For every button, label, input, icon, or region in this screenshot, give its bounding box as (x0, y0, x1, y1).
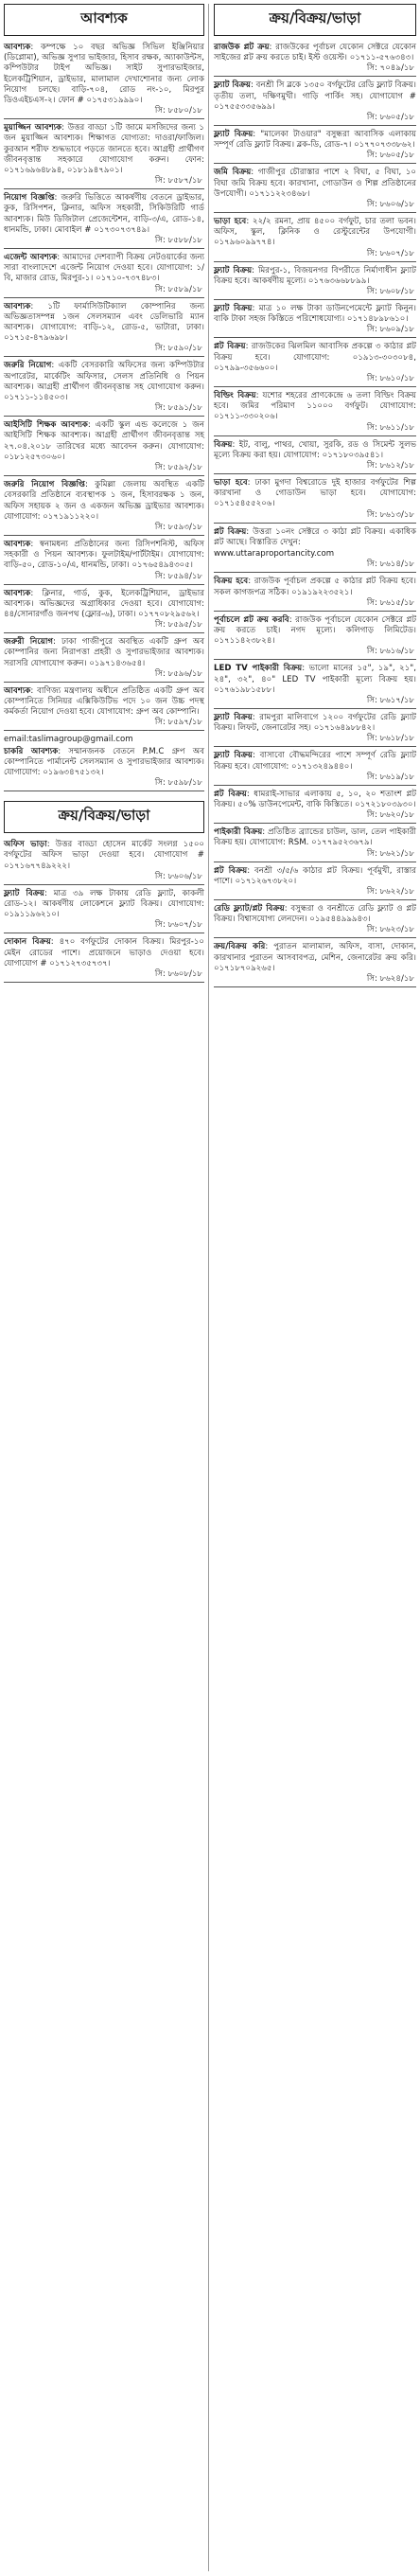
ad-body: : ভালো মানের ১৫", ১৯", ২১", ২৪", ৩২", ৪০" LED TV পাইকারী মূল্যে বিক্রয় হয়। ০১৭৬১৯৮১৫৮৮। (214, 664, 416, 695)
ad-code: সি: ৮৬২১/১৮ (366, 848, 414, 859)
classified-ad (214, 526, 416, 548)
ad-title: ফ্ল্যাট বিক্রয় (214, 265, 253, 275)
ad-body: : আমাদের দেশব্যাপী বিক্রয় নেটওয়ার্কের জন্য সারা বাংলাদেশে এজেন্ট নিয়োগ দেওয়া হবে। যোগাযোগ: ১/বি, মাজার রোড, মিরপুর-১। ০১৭১০-৭৩৭৪৮৩। (4, 253, 204, 284)
ad-title: ফ্ল্যাট বিক্রয় (214, 130, 254, 140)
ad-title: পূর্বাচলে প্লট ক্রয় করবি (214, 614, 289, 625)
ad-code: সি: ৮৬১২/১৮ (366, 461, 414, 471)
classified-ad (214, 477, 416, 510)
ad-separator (4, 248, 204, 249)
ad-body: : স্বনামধন্য প্রতিষ্ঠানের জন্য রিসিপশনিস্ট, অফিস সহকারী ও পিয়ন আবশ্যক। ফুলটাইম/পার্টটাইম। যোগাযোগ: বাড়ি-৫০, রোড-১০/এ, ধানমন্ডি, ঢাকা। ০১৭৬৫৪৯৪৩০৫। (4, 539, 204, 571)
classified-ad (214, 750, 416, 772)
classified-ad (4, 301, 204, 345)
ad-separator (4, 475, 204, 476)
classified-ad (4, 746, 204, 779)
classified-ad (4, 122, 204, 176)
ad-body: : একটি বেসরকারি অফিসের জন্য কম্পিউটার অপারেটর, মার্কেটিং অফিসার, সেলস প্রতিনিধি ও পিয়ন আবশ্যক। আগ্রহী প্রার্থীগণ জীবনবৃত্তান্ত সহ যোগাযোগ করুন। ০১৭১১-১১৪৫০৩। (4, 361, 205, 403)
ad-code: সি: ৮৫৯০/১৮ (154, 344, 202, 354)
ad-code: সি: ৮৬১৭/১৮ (366, 695, 414, 705)
ad-separator (214, 523, 416, 524)
ad-title: ভাড়া হবে (214, 217, 247, 227)
ad-title: জরুরী নিয়োগ (4, 637, 54, 648)
ad-body: : একটি স্কুল এন্ড কলেজে ১ জন আইসিটি শিক্ষক আবশ্যক। আগ্রহী প্রার্থীগণ জীবনবৃত্তান্ত সহ ২৭.০৪.২০১৮ তারিখের মধ্যে আবেদন করুন। যোগাযোগ: ০১৮১২৫৭৩০৬০। (4, 420, 205, 462)
ad-body: : ঢাকা মুগদা বিশ্বরোডে দুই হাজার বর্গফুটের শিল্প কারখানা ও গোডাউন ভাড়া হবে। যোগাযোগ: ০১৭১৫৪৫৫২০৬। (214, 478, 416, 509)
ad-title: বিল্ডিং বিক্রয় (214, 391, 256, 401)
ad-separator (214, 572, 416, 573)
ad-code: সি: ৮৫৯৮/১৮ (154, 778, 202, 789)
ad-title: ফ্ল্যাট বিক্রয় (4, 888, 44, 898)
classified-ad (4, 192, 204, 236)
ad-separator (214, 708, 416, 709)
classified-ad (4, 936, 204, 969)
ad-body: : রাজউকের ঝিলমিল আবাসিক প্রকল্পে ৩ কাঠার প্লট বিক্রয় হবে। যোগাযোগ: ০১৯১৩-৩০৩০৮৪, ০১৭৯৯-৩৫৬৬০০। (214, 342, 416, 373)
ad-code: সি: ৮৫৯৩/১৮ (154, 522, 202, 532)
ad-body: : সম্মানজনক বেতনে P.M.C গ্রুপ অব কোম্পানিতে পার্মানেন্ট সেলসম্যান ও সুপারভাইজার আবশ্যক। যোগাযোগ: ০১৯৬৩৪৭৫১৩২। (4, 746, 205, 777)
ad-separator (214, 435, 416, 436)
ad-body: : ২২/২ রমনা, প্রায় ৪৫০০ বর্গফুট, চার তলা ভবন। অফিস, স্কুল, ক্লিনিক ও রেস্টুরেন্টের উপযোগী। ০১৭৯৬০৯৯৭৭৪। (214, 217, 416, 248)
ad-body: : রাজউক পূর্বাচল প্রকল্পে ৫ কাঠার প্লট বিক্রয় হবে। সকল কাগজপত্র সঠিক। ০১৯১৯২২৩৫২১। (214, 577, 416, 597)
ad-separator (4, 682, 204, 683)
ad-code: সি: ৮৬০৮/১৮ (154, 968, 202, 979)
ad-separator (4, 118, 204, 119)
ad-body: : উত্তর বাড্ডা হোসেন মার্কেট সংলগ্ন ১৫০০ বর্গফুটের অফিস ভাড়া দেওয়া হবে। যোগাযোগ # ০১৭১৬৭৭৪৯২২২। (4, 840, 205, 871)
ad-title: প্লট বিক্রয় (214, 865, 248, 876)
ad-separator (214, 986, 416, 987)
classified-ad (4, 539, 204, 572)
right-column (214, 0, 416, 990)
ad-code: সি: ৮৬১৫/১৮ (366, 597, 414, 608)
ad-body: : উত্তরা ১০নং সেক্টরে ৩ কাঠা প্লট বিক্রয়। একাধিক প্লট আছে। বিস্তারিত দেখুন: (214, 526, 417, 547)
ad-body: : ইট, বালু, পাথর, খোয়া, সুরকি, রড ও সিমেন্ট সুলভ মূল্যে বিক্রয় করা হয়। যোগাযোগ: ০১৭১৮০৩৯৫৪১। (214, 439, 416, 460)
ad-title: পাইকারী বিক্রয় (214, 827, 263, 838)
ad-body: : বনশ্রী ৩/৫/৬ কাঠার প্লট বিক্রয়। পূর্বমুখী, রাস্তার পাশে। ০১৭১২৬৭৩৮২০। (214, 865, 417, 886)
ad-body: : জরুরি ভিত্তিতে আকর্ষণীয় বেতনে ড্রাইভার, কুক, রিসিপশন, ক্লিনার, অফিস সহকারী, সিকিউরিটি গার্ড আবশ্যক। মিউ ডিজিটাল প্রেজেন্টেশন, বাড়ি-৩/এ, রোড-১৪, ধানমন্ডি, ঢাকা। মোবাইল # ০১৭৩০৭৩৭৪৯। (4, 193, 204, 235)
right-ads-list (214, 42, 416, 987)
ad-body: : উত্তর বাড্ডা ১টি জামে মসজিদের জন্য ১ জন মুয়াজ্জিন আবশ্যক। শিক্ষাগত যোগ্যতা: দাওরা/ফাজিল। কুরআন শরীফ শুদ্ধভাবে পড়তে জানতে হবে। আগ্রহী প্রার্থীগণ জীবনবৃত্তান্ত সহকারে যোগাযোগ করুন। ফোন: ০১৭১৬৯৬৪৮৯৪, ০১৮১৯৪৭৯০১। (4, 123, 204, 176)
ad-code: সি: ৮৬১৬/১৮ (366, 647, 414, 657)
classified-ad (214, 80, 416, 113)
ad-title: ফ্ল্যাট বিক্রয় (214, 304, 253, 314)
classified-ad (214, 865, 416, 887)
ad-title: প্লট বিক্রয় (214, 526, 247, 537)
ad-title: ক্রয়/বিক্রয় করি (214, 942, 266, 952)
ad-separator (4, 356, 204, 357)
ad-title: অফিস ভাড়া (4, 840, 47, 850)
ad-body: : ঢাকা গাজীপুরে অবস্থিত একটি গ্রুপ অব কোম্পানির জন্য নিরাপত্তা প্রহরী ও সুপারভাইজার আবশ্যক। সরাসরি যোগাযোগ করুন। ০১৯৭১৪৩৬৫৪। (4, 637, 205, 668)
ad-title: জরুরি নিয়োগ (4, 361, 52, 371)
ad-title: ফ্ল্যাট বিক্রয় (214, 712, 253, 722)
ad-title: আবশ্যক (4, 43, 31, 52)
ad-code: সি: ৮৬০৯/১৮ (366, 325, 414, 335)
classified-ad (4, 360, 204, 403)
ad-separator (214, 163, 416, 164)
ad-code: সি: ৮৬১৩/১৮ (366, 509, 414, 520)
ad-separator (4, 535, 204, 536)
section-header-jobs: আবশ্যক (4, 4, 204, 36)
ad-separator (214, 937, 416, 938)
ad-body: : গাজীপুর চৌরাস্তার পাশে ২ বিঘা, ৫ বিঘা, ১০ বিঘা জমি বিক্রয় হবে। কারখানা, গোডাউন ও শিল্প প্রতিষ্ঠানের উপযোগী। ০১৭১১২২৩৪৬৮। (214, 168, 416, 199)
classified-ad (214, 129, 416, 151)
classified-ad (214, 42, 416, 63)
ad-separator (214, 76, 416, 77)
classified-ad (214, 789, 416, 810)
ad-body: : ১টি ফার্মাসিউটিক্যাল কোম্পানির জন্য অভিজ্ঞতাসম্পন্ন ১জন সেলসম্যান এবং ডেলিভারি ম্যান আবশ্যক। যোগাযোগ: বাড়ি-১২, রোড-৫, ভাটারা, ঢাকা। ০১৭১৫-৪৭৯৬৯৮। (4, 301, 204, 344)
ad-separator (214, 386, 416, 387)
ad-separator (214, 659, 416, 660)
ad-body: : "মালেকা টাওয়ার" বসুন্ধরা আবাসিক এলাকায় সম্পূর্ণ রেডি ফ্ল্যাট বিক্রয়। ব্লক-ডি, রোড-৭। ০১৭৭০৭৩৩৮৬২। (214, 130, 416, 151)
ad-code: সি: ৮৬০৫/১৮ (366, 113, 414, 123)
classified-ad (214, 216, 416, 249)
ad-title: নিয়োগ বিজ্ঞপ্তি (4, 193, 55, 204)
left-ads-list (4, 42, 204, 791)
classified-ad (4, 419, 204, 463)
ad-separator (4, 730, 204, 731)
classified-ad (4, 636, 204, 669)
ad-title: রেডি ফ্ল্যাট/প্লট বিক্রয় (214, 903, 285, 914)
ad-code: সি: ৮৬০৫/১৮ (366, 151, 414, 161)
ad-code: সি: ৮৬১১/১৮ (366, 422, 414, 433)
ad-body: : বাসাবো বৌদ্ধমন্দিরের পাশে সম্পূর্ণ রেডি ফ্ল্যাট বিক্রয় হবে। যোগাযোগ: ০১৭১৩২৪৯৪৪০। (214, 751, 416, 772)
classified-ad (4, 252, 204, 285)
classified-ad (214, 663, 416, 696)
ad-separator (4, 584, 204, 585)
classified-ad (214, 941, 416, 974)
ad-separator (214, 899, 416, 900)
ad-body: : মাত্র ৩৯ লক্ষ টাকায় রেডি ফ্ল্যাট, কাকলী রোড-১২। আকর্ষণীয় লোকেশনে ফ্ল্যাট বিক্রয়। যোগাযোগ: ০১৯১১৯৬২১০। (4, 888, 204, 920)
classified-ad (4, 685, 204, 719)
ad-separator (4, 297, 204, 298)
classified-ad (214, 390, 416, 423)
classified-ad (214, 303, 416, 325)
ad-code: সি: ৭০৪৯/১৮ (366, 63, 414, 74)
ad-code: সি: ৮৫৮৭/১৮ (154, 176, 202, 187)
ad-title: LED TV পাইকারী বিক্রয় (214, 664, 303, 674)
column-divider (208, 4, 209, 2571)
ad-body: : প্রতিষ্ঠিত ব্র্যান্ডের চাউল, ডাল, তেল পাইকারী বিক্রয় হয়। যোগাযোগ: RSM. ০১৭৭৯৫২৩৬৭৯। (214, 827, 416, 848)
ad-title: ভাড়া হবে (214, 478, 248, 489)
ad-code: সি: ৮৫৮০/১৮ (154, 106, 202, 116)
ad-code: সি: ৮৫৯৪/১৮ (154, 571, 202, 581)
classified-ad (214, 167, 416, 200)
classified-ad (214, 826, 416, 848)
ad-title: চাকরি আবশ্যক (4, 746, 59, 756)
classified-ad (214, 265, 416, 287)
classified-ad (4, 588, 204, 621)
ad-separator (214, 337, 416, 338)
ad-code: সি: ৮৫৯২/১৮ (154, 463, 202, 473)
classified-ad (214, 614, 416, 648)
ad-body: : মাত্র ১০ লক্ষ টাকা ডাউনপেমেন্টে ফ্ল্যাট কিনুন। বাকি টাকা সহজ কিস্তিতে পরিশোধযোগ্য। ০১৭১৪৮৯৮৬১০। (214, 304, 416, 325)
left-ads-list-2 (4, 839, 204, 983)
ad-code: সি: ৮৫৯৫/১৮ (154, 620, 202, 631)
ad-body: : ধামরাই-সাভার এলাকায় ৫, ১০, ২০ শতাংশ প্লট বিক্রয়। ৫০% ডাউনপেমেন্ট, বাকি কিস্তিতে। ০১৭২১৮০৩৯৩০। (214, 789, 417, 809)
ad-code: সি: ৮৫৮৮/১৮ (154, 236, 202, 246)
ad-body: : রাজউক পূর্বাচলে যেকোন সেক্টরে প্লট ক্রয় করতে চাই। নগদ মূল্যে। কলিগাড় লিমিটেড। ০১৭১১৪২৩৮২৪। (214, 614, 417, 647)
classified-ad (214, 903, 416, 925)
ad-title: জরুরি নিয়োগ বিজ্ঞপ্তি (4, 480, 85, 490)
ad-title: আইসিটি শিক্ষক আবশ্যক (4, 420, 88, 431)
ad-link[interactable]: email:taslimagroup@gmail.com (4, 735, 133, 745)
ad-separator (214, 473, 416, 474)
ad-body: : যশোর শহরের প্রাণকেন্দ্রে ৬ তলা বিল্ডিং বিক্রয় হবে। জমির পরিমাণ ১১০০০ বর্গফুট। যোগাযোগ: ০১৭১১-৩৩০২০৬। (214, 391, 416, 422)
ad-body: : ৪৭০ বর্গফুটের দোকান বিক্রয়। মিরপুর-১০ মেইন রোডের পাশে। প্রয়োজনে ভাড়াও দেওয়া হবে। যোগাযোগ # ০১৭১২৭৩৫৭৩৭। (4, 937, 205, 968)
ad-body: : বসুন্ধরা ও বনশ্রীতে রেডি ফ্ল্যাট ও প্লট বিক্রয়। বিশ্বাসযোগ্য লেনদেন। ০১৯৫৪৪৯৯৯৪৩। (214, 903, 416, 925)
ad-code: সি: ৮৬০৬/১৮ (366, 200, 414, 210)
ad-body: : পুরাতন মালামাল, অফিস, বাসা, দোকান, কারখানার পুরাতন আসবাবপত্র, মেশিন, জেনারেটর ক্রয় করি। ০১৭১৮৭০৯২৬৫। (214, 942, 416, 973)
ad-code: সি: ৮৬০৬/১৮ (154, 871, 202, 881)
ad-body: : রাজউকের পূর্বাচল যেকোন সেক্টরে যেকোন সাইজের প্লট ক্রয় করতে চাই। ইস্ট ওয়েস্ট। ০১৭১১-৫৭৬৩৪৩। (214, 43, 416, 63)
ad-title: প্লট বিক্রয় (214, 342, 246, 352)
ad-body: : ক্লিনার, গার্ড, কুক, ইলেকট্রিশিয়ান, ড্রাইভার আবশ্যক। অভিজ্ঞদের অগ্রাধিকার দেওয়া হবে। যোগাযোগ: ৪৪/সোনারগাঁও জনপথ (ফ্লোর-৬), ঢাকা। ০১৭৭০৮২৯৫৬২। (4, 588, 204, 619)
classified-ad (214, 341, 416, 374)
ad-title: রাজউক প্লট ক্রয় (214, 43, 270, 52)
ad-body: : রামপুরা মালিবাগে ১২০০ বর্গফুটের রেডি ফ্ল্যাট বিক্রয়। লিফট, জেনারেটর সহ। ০১৭১৬৪৯৮৮৪২। (214, 712, 416, 734)
ad-separator (4, 982, 204, 983)
ad-separator (4, 632, 204, 633)
section-header-buy-sell-rent-left: ক্রয়/বিক্রয়/ভাড়া (4, 801, 204, 833)
ad-title: আবশ্যক (4, 588, 31, 598)
ad-separator (214, 299, 416, 300)
ad-separator (4, 884, 204, 885)
ad-code: সি: ৮৬১৮/১৮ (366, 734, 414, 744)
ad-title: আবশ্যক (4, 301, 31, 311)
ad-title: ফ্ল্যাট বিক্রয় (214, 80, 251, 91)
ad-code: সি: ৮৬২৩/১৮ (366, 925, 414, 935)
ad-code: সি: ৮৬১৯/১৮ (366, 772, 414, 782)
ad-code: সি: ৮৫৮৯/১৮ (154, 284, 202, 294)
ad-code: সি: ৮৬১৪/১৮ (366, 560, 414, 570)
ad-separator (214, 785, 416, 786)
ad-body: : কুমিল্লা জেলায় অবস্থিত একটি বেসরকারি প্রতিষ্ঠানে ব্যবস্থাপক ১ জন, হিসাবরক্ষক ১ জন, অফিস সহায়ক ২ জন ও একজন অভিজ্ঞ ড্রাইভার আবশ্যক। যোগাযোগ: ০১৭১৯১১২২০। (4, 480, 204, 522)
ad-title: এজেন্ট আবশ্যক (4, 253, 58, 263)
ad-title: মুয়াজ্জিন আবশ্যক (4, 123, 62, 133)
ad-separator (4, 188, 204, 189)
ad-title: ফ্ল্যাট বিক্রয় (214, 751, 253, 761)
ad-body: : মিরপুর-১, বিজয়নগর বিপরীতে নির্মাণাধীন ফ্ল্যাট বিক্রয় হবে। আকর্ষণীয় মূল্যে। ০১৭৬৩৬৬৮৮৯৯। (214, 265, 416, 286)
classified-ad (214, 712, 416, 734)
ad-title: আবশ্যক (4, 685, 31, 696)
ad-separator (214, 125, 416, 126)
ad-code: সি: ৮৬০৭/১৮ (154, 920, 202, 931)
ad-code: সি: ৮৬২০/১৮ (366, 810, 414, 821)
classified-ad (214, 576, 416, 597)
classified-ad (4, 839, 204, 872)
classified-ad (214, 439, 416, 461)
ad-separator (4, 416, 204, 417)
ad-title: প্লট বিক্রয় (214, 789, 247, 799)
ad-separator (214, 261, 416, 262)
ad-title: বিক্রয় (214, 439, 233, 450)
classified-ad (4, 479, 204, 523)
classified-ad (4, 42, 204, 106)
ad-title: বিক্রয় হবে (214, 577, 249, 587)
ad-separator (214, 611, 416, 612)
ad-title: আবশ্যক (4, 539, 31, 549)
ad-code: সি: ৮৫৯৬/১৮ (154, 668, 202, 679)
ad-body: : বাণিজ্য মন্ত্রণালয় অধীনে প্রতিষ্ঠিত একটি গ্রুপ অব কোম্পানিতে সিনিয়র এক্সিকিউটিভ পদে ১০ জন উচ্চ পদস্থ কর্মকর্তা নিয়োগ দেওয়া হবে। যোগাযোগ: গ্রুপ অব কোম্পানি। (4, 685, 204, 718)
ad-code: সি: ৮৬০৮/১৮ (366, 287, 414, 297)
ad-title: দোকান বিক্রয় (4, 937, 51, 948)
ad-code: সি: ৮৬২৪/১৮ (366, 973, 414, 984)
ad-separator (214, 823, 416, 824)
classified-ad (4, 888, 204, 921)
left-column (4, 0, 204, 986)
section-header-buy-sell-rent: ক্রয়/বিক্রয়/ভাড়া (214, 4, 416, 36)
ad-separator (214, 212, 416, 213)
ad-code: সি: ৮৬২২/১৮ (366, 886, 414, 897)
ad-code: সি: ৮৫৯৭/১৮ (154, 718, 202, 728)
ad-code: সি: ৮৫৯১/১৮ (154, 403, 202, 414)
ad-link[interactable]: www.uttaraproportancity.com (214, 549, 335, 560)
ad-code: সি: ৮৬০৭/১৮ (366, 248, 414, 258)
ad-title: জমি বিক্রয় (214, 168, 252, 178)
ad-body: : কম্পক্ষে ১০ বছর অভিজ্ঞ সিভিল ইঞ্জিনিয়ার (ডিপ্লোমা), অভিজ্ঞ সুপার ভাইজার, হিসাব রক্ষক, অ্যাকাউন্টস, কম্পিউটার টাইপ অভিজ্ঞ। সাইট সুপারভাইজার, ইলেকট্রিশিয়ান, ড্রাইভার, মালামাল দেখাশোনার জন্য লোক নিয়োগ চলছে। বাড়ি-৭০৪, রোড নং-১০, মিরপুর ডিওএইচএস-২। ফোন # ০১৭৫৩১৯৯৯০। (4, 43, 204, 106)
ad-code: সি: ৮৬১০/১৮ (366, 374, 414, 384)
ad-separator (214, 746, 416, 747)
ad-body: : বনশ্রী সি ব্লকে ১৩৫০ বর্গফুটের রেডি ফ্ল্যাট বিক্রয়। তৃতীয় তলা, দক্ষিণমুখী। গাড়ি পার্কিং সহ। যোগাযোগ # ০১৭৫৫৩৩৫৬৯৯। (214, 80, 416, 112)
